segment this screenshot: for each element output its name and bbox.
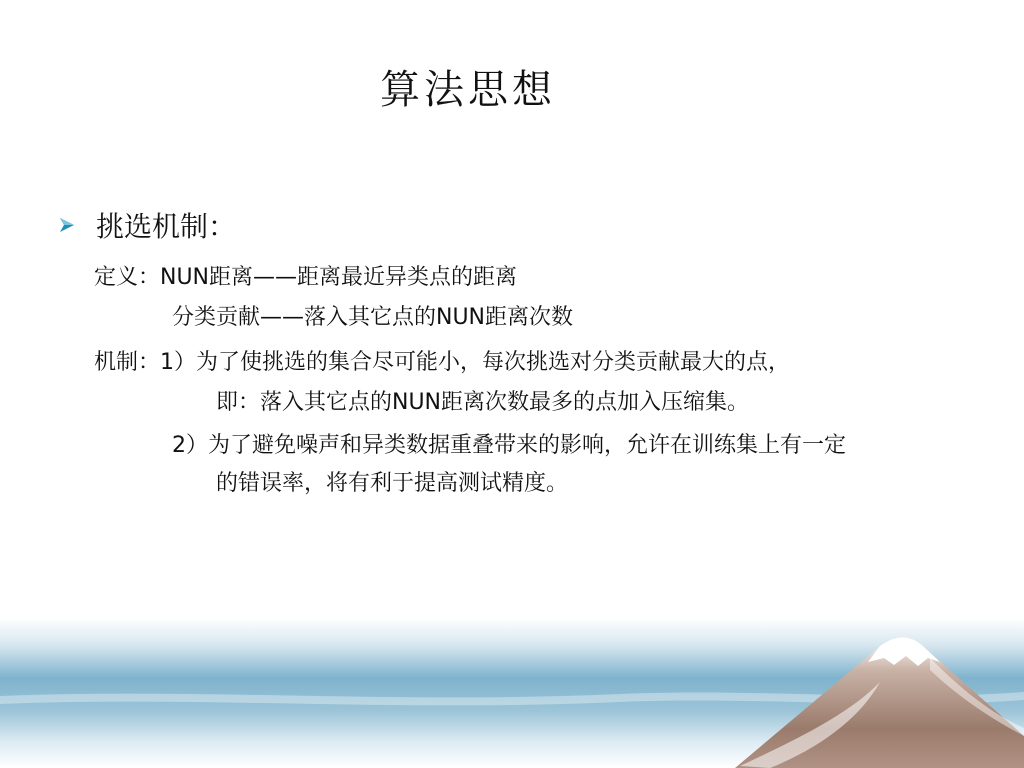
arrow-bullet-icon — [56, 214, 78, 236]
definition-line: 定义：NUN距离——距离最近异类点的距离 — [94, 265, 518, 290]
mountain-sea-decoration — [0, 618, 1024, 768]
mechanism-line-1: 机制：1）为了使挑选的集合尽可能小，每次挑选对分类贡献最大的点， — [94, 350, 790, 375]
slide-title: 算法思想 — [380, 67, 556, 113]
mechanism-line-1-continued: 即：落入其它点的NUN距离次数最多的点加入压缩集。 — [216, 390, 750, 415]
bullet-label: 挑选机制： — [96, 210, 237, 243]
mechanism-line-2-continued: 的错误率，将有利于提高测试精度。 — [216, 471, 569, 496]
bullet-item — [56, 205, 236, 245]
classification-contribution-line: 分类贡献——落入其它点的NUN距离次数 — [172, 305, 574, 330]
mechanism-line-2: 2）为了避免噪声和异类数据重叠带来的影响，允许在训练集上有一定 — [172, 433, 846, 458]
footer-decoration — [0, 618, 1024, 768]
